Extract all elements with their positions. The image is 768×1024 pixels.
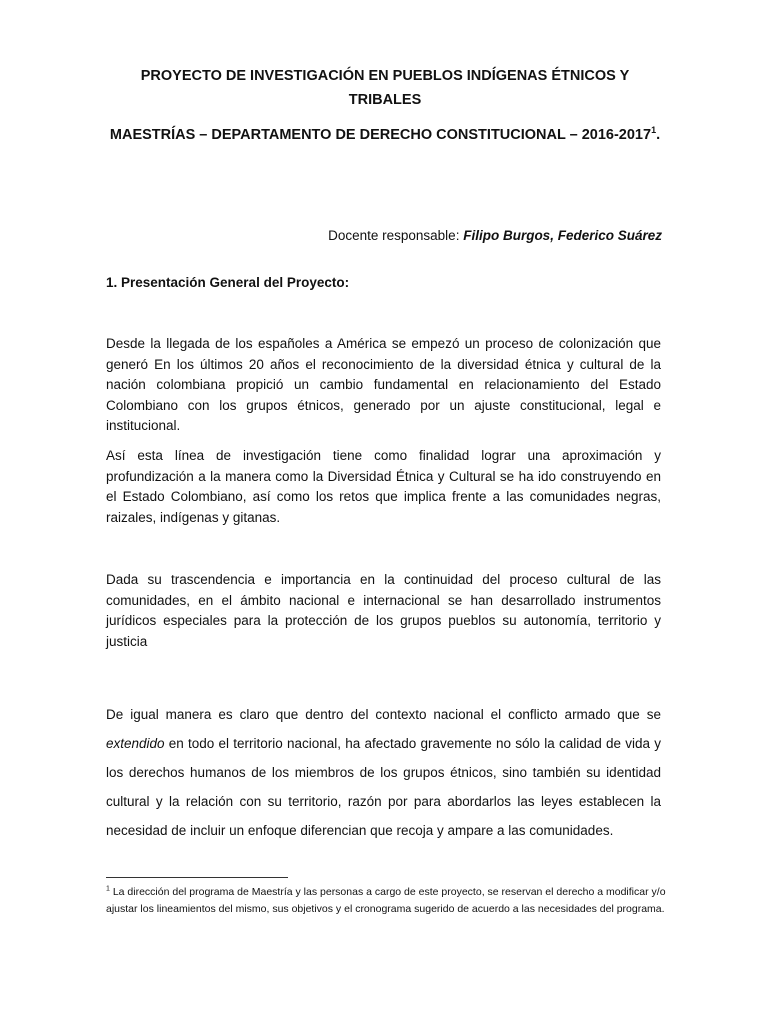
document-subtitle	[108, 123, 662, 147]
document-title	[108, 64, 662, 112]
footnote-ref[interactable]: 1	[651, 125, 657, 136]
paragraph-4-end: en todo el territorio nacional, ha afectado gravemente no sólo la calidad de vida y los derechos humanos de los miembros de los grupos étnicos, sino también su identidad cultural y la relación con su territorio, razón por para abordarlos las leyes establecen la necesidad de incluir un enfoque diferencian que recoja y ampare a las comunidades.	[106, 736, 661, 838]
footnote-text: La dirección del programa de Maestría y las personas a cargo de este proyecto, se reservan el derecho a modificar y/o ajustar los lineamientos del mismo, sus objetivos y el cronograma sugerido de acuerdo a las necesidades del programa.	[106, 886, 666, 915]
subtitle-end: .	[656, 127, 661, 143]
subtitle-text: MAESTRÍAS – DEPARTAMENTO DE DERECHO CONSTITUCIONAL – 2016-2017	[109, 127, 652, 143]
paragraph-4-start: De igual manera es claro que dentro del contexto nacional el conflicto armado que se	[106, 707, 661, 722]
title-text: PROYECTO DE INVESTIGACIÓN EN PUEBLOS INDÍGENAS ÉTNICOS Y TRIBALES	[140, 68, 630, 108]
paragraph-4	[106, 700, 661, 845]
paragraph-3: Dada su trascendencia e importancia en la continuidad del proceso cultural de las comunidades, en el ámbito nacional e internacional se han desarrollado instrumentos jurídicos especiales para la protección de los grupos pueblos su autonomía, territorio y justicia	[106, 572, 661, 649]
section-heading: 1. Presentación General del Proyecto:	[106, 275, 350, 290]
paragraph-2: Así esta línea de investigación tiene como finalidad lograr una aproximación y profundización a la manera como la Diversidad Étnica y Cultural se ha ido construyendo en el Estado Colombiano, así como los retos que implica frente a las comunidades negras, raizales, indígenas y gitanas.	[106, 448, 661, 525]
paragraph-4-italic: extendido	[106, 736, 165, 751]
docente-label: Docente responsable:	[328, 227, 464, 243]
docente-names: Filipo Burgos, Federico Suárez	[463, 227, 662, 243]
footnote-number: 1	[106, 885, 110, 893]
footnote	[106, 884, 666, 918]
docente-responsable	[328, 226, 662, 246]
footnote-separator	[106, 877, 288, 878]
paragraph-1: Desde la llegada de los españoles a América se empezó un proceso de colonización que generó En los últimos 20 años el reconocimiento de la diversidad étnica y cultural de la nación colombiana propició un cambio fundamental en relacionamiento del Estado Colombiano con los grupos étnicos, generado por un ajuste constitucional, legal e institucional.	[106, 336, 661, 433]
